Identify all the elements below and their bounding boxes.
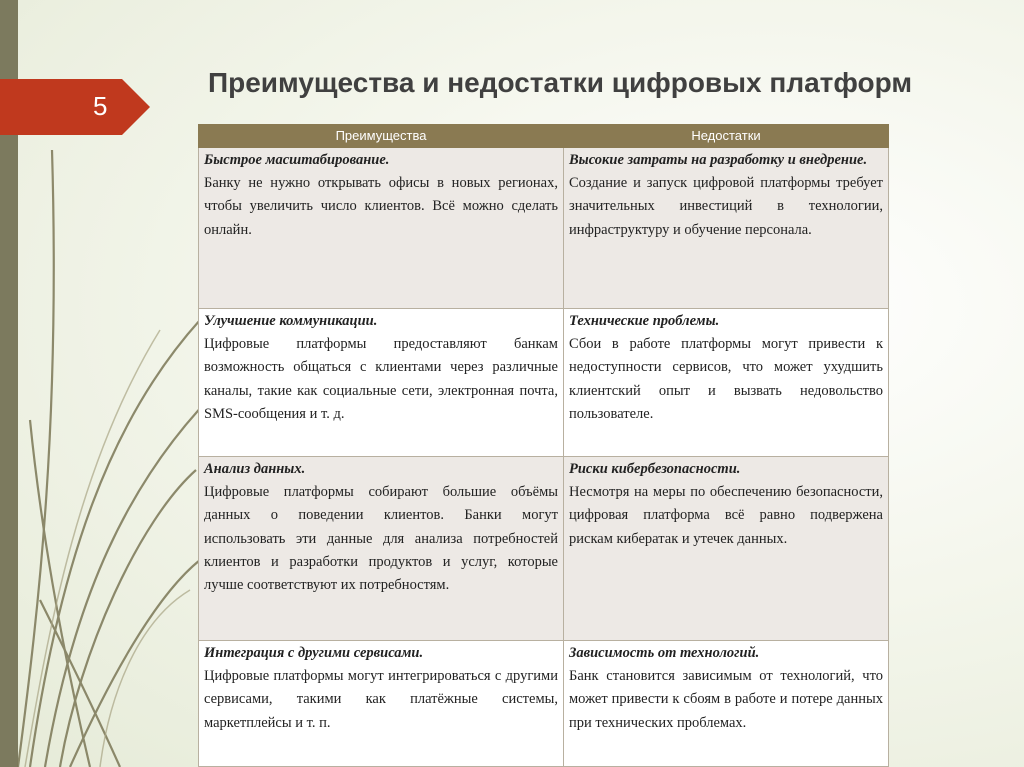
con-text: Сбои в работе платформы могут привести к недоступности сервисов, что может ухудшить клиентский опыт и вызвать недовольство пользователе.	[569, 336, 883, 422]
table-row	[199, 148, 889, 309]
slide-number: 5	[93, 91, 108, 121]
pro-cell	[199, 641, 564, 767]
table-row	[199, 457, 889, 641]
table-row	[199, 641, 889, 767]
pro-text: Цифровые платформы собирают большие объёмы данных о поведении клиентов. Банки могут использовать эти данные для анализа потребностей клиентов и разработки продуктов и услуг, которые лучше соответствуют их потребностям.	[204, 484, 558, 593]
pro-title: Интеграция с другими сервисами.	[204, 645, 424, 661]
pro-title: Анализ данных.	[204, 461, 306, 477]
pro-cell	[199, 457, 564, 641]
con-title: Высокие затраты на разработку и внедрение.	[569, 152, 868, 168]
con-cell	[564, 641, 889, 767]
header-advantages: Преимущества	[199, 125, 564, 148]
con-cell	[564, 309, 889, 457]
table-row	[199, 309, 889, 457]
pro-title: Быстрое масштабирование.	[204, 152, 390, 168]
con-title: Риски кибербезопасности.	[569, 461, 741, 477]
table-header-row	[199, 125, 889, 148]
con-text: Банк становится зависимым от технологий, что может привести к сбоям в работе и потере данных при технических проблемах.	[569, 668, 883, 731]
pro-text: Цифровые платформы предоставляют банкам возможность общаться с клиентами через различные каналы, такие как социальные сети, электронная почта, SMS-сообщения и т. д.	[204, 336, 558, 422]
page-title: Преимущества и недостатки цифровых платформ	[208, 67, 913, 98]
pro-title: Улучшение коммуникации.	[204, 313, 378, 329]
pro-text: Цифровые платформы могут интегрироваться с другими сервисами, такими как платёжные системы, маркетплейсы и т. п.	[204, 668, 558, 731]
pro-cell	[199, 148, 564, 309]
pro-cell	[199, 309, 564, 457]
pro-text: Банку не нужно открывать офисы в новых регионах, чтобы увеличить число клиентов. Всё можно сделать онлайн.	[204, 175, 558, 238]
header-disadvantages: Недостатки	[564, 125, 889, 148]
con-text: Создание и запуск цифровой платформы требует значительных инвестиций в технологии, инфраструктуру и обучение персонала.	[569, 175, 883, 238]
slide-number-badge	[0, 79, 150, 135]
con-title: Технические проблемы.	[569, 313, 720, 329]
pros-cons-table	[198, 124, 889, 767]
con-cell	[564, 148, 889, 309]
con-title: Зависимость от технологий.	[569, 645, 760, 661]
con-cell	[564, 457, 889, 641]
con-text: Несмотря на меры по обеспечению безопасности, цифровая платформа всё равно подвержена рискам кибератак и утечек данных.	[569, 484, 883, 547]
